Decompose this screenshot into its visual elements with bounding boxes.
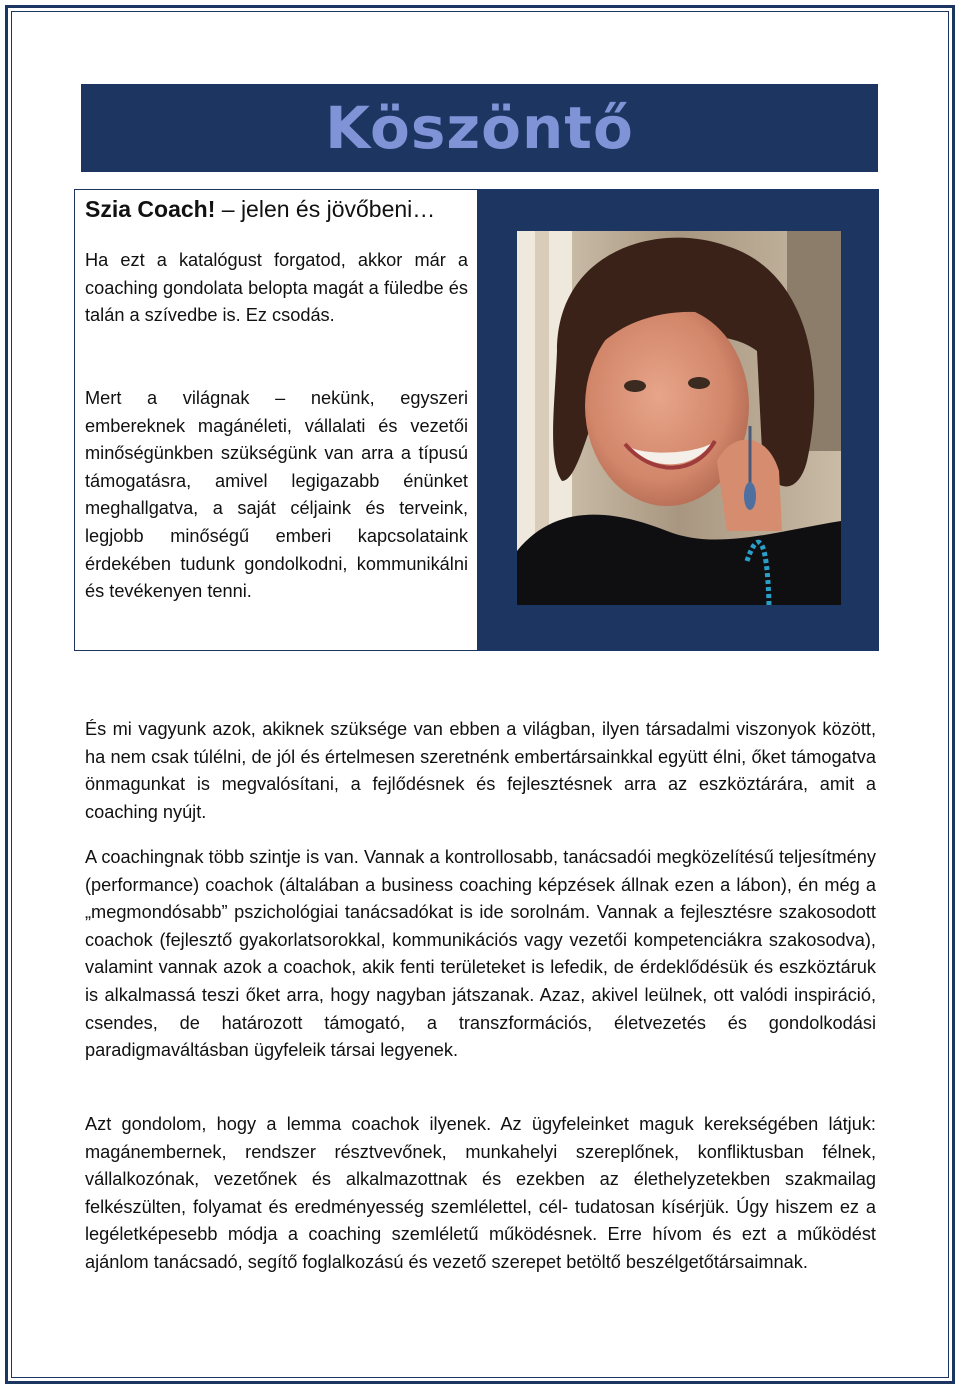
- page-title: Köszöntő: [325, 94, 634, 162]
- intro-heading: [85, 194, 470, 224]
- intro-box: [74, 189, 879, 651]
- body-paragraph-2: A coachingnak több szintje is van. Vannak a kontrollosabb, tanácsadói megközelítésű teljesítmény (performance) coachok (általában a business coaching képzések állnak ezen a lábon), én még a „megmondósabb” pszichológiai tanácsadókat is ide sorolnám. Vannak a fejlesztésre szakosodott coachok (fejlesztő gyakorlatsorokkal, kommunikációs vagy vezetői kompetenciákra szakosodva), valamint vannak azok a coachok, akik fenti területeket is lefedik, de érdeklődésük és eszköztáruk is alkalmassá teszi őket arra, hogy nagyban játszanak. Azaz, akivel leülnek, ott valódi inspiráció, csendes, de határozott támogató, a transzformációs, életvezetés és gondolkodási paradigmaváltásban ügyfeleik társai legyenek.: [85, 847, 876, 1061]
- body-paragraph-3: Azt gondolom, hogy a lemma coachok ilyenek. Az ügyfeleinket maguk kerekségében látjuk: magánembernek, rendszer résztvevőnek, munkahelyi szereplőnek, konfliktusban félnek, vállalkozónak, vezetőnek és alkalmazottnak és ezekben az élethelyzetekben szakmailag felkészülten, folyamat és eredményesség szemlélettel, cél- tudatosan kísérjük. Úgy hiszem ez a legéletképesebb módja a coaching szemléletű működésnek. Erre hívom és ezt a működést ajánlom tanácsadó, segítő foglalkozású és vezető szerepet betöltő beszélgetőtársaimnak.: [85, 1114, 876, 1272]
- photo-panel: [477, 190, 878, 650]
- intro-text-column: [75, 190, 477, 650]
- intro-heading-rest: – jelen és jövőbeni…: [215, 196, 436, 222]
- intro-heading-greeting: Szia Coach!: [85, 196, 216, 222]
- intro-paragraph-1: Ha ezt a katalógust forgatod, akkor már a coaching gondolata belopta magát a füledbe és talán a szívedbe is. Ez csodás.: [85, 250, 468, 326]
- body-paragraph-1: És mi vagyunk azok, akiknek szüksége van ebben a világban, ilyen társadalmi viszonyok között, ha nem csak túlélni, de jól és értelmesen szeretnénk embertársainkkal együtt élni, őket támogatva önmagunkat is megvalósítani, a fejlődésnek és fejlesztésnek arra az eszköztárára, amit a coaching nyújt.: [85, 719, 876, 822]
- title-banner: [81, 84, 878, 172]
- intro-paragraph-2: Mert a világnak – nekünk, egyszeri embereknek magánéleti, vállalati és vezetői minőségünkben szükségünk van arra a típusú támogatásra, amivel legigazabb énünket meghallgatva, a saját céljaink és terveink, legjobb minőségű emberi kapcsolataink érdekében tudunk gondolkodni, kommunikálni és tevékenyen tenni.: [85, 388, 468, 602]
- portrait-photo: [517, 231, 841, 605]
